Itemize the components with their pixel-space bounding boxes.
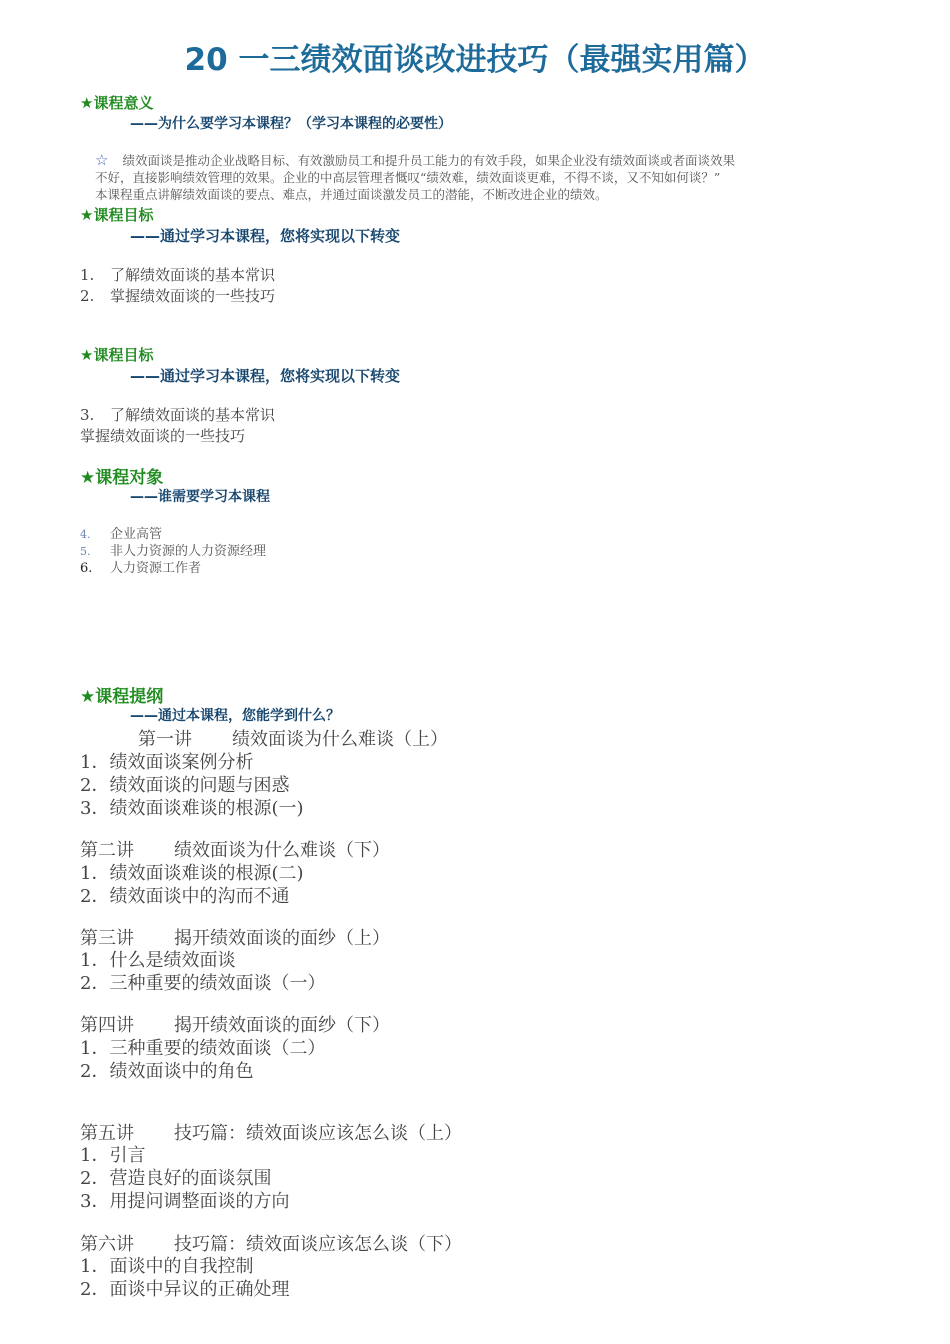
- text-line: 掌握绩效面谈的一些技巧: [80, 427, 246, 445]
- section-sub-audience: ——谁需要学习本课程: [130, 489, 270, 505]
- list-item: 5. 非人力资源的人力资源经理: [80, 544, 267, 559]
- list-item: 2. 掌握绩效面谈的一些技巧: [80, 287, 276, 305]
- meaning-line-1: ☆ 绩效面谈是推动企业战略目标、有效激励员工和提升员工能力的有效手段，如果企业没有绩效面谈或者面谈效果: [95, 151, 735, 169]
- section-heading-goal-repeat: ★课程目标: [80, 346, 154, 364]
- lecture-item: 2．绩效面谈的问题与困惑: [80, 775, 290, 796]
- star-outline-icon: ☆: [95, 151, 109, 169]
- lecture-item: 2．营造良好的面谈氛围: [80, 1168, 272, 1189]
- lecture-item: 2．绩效面谈中的角色: [80, 1061, 254, 1082]
- section-sub-goal-repeat: ——通过学习本课程，您将实现以下转变: [130, 367, 401, 385]
- lecture-title: 第二讲 绩效面谈为什么难谈（下）: [80, 840, 390, 861]
- lecture-item: 2．三种重要的绩效面谈（一）: [80, 973, 326, 994]
- meaning-paragraph: [95, 152, 735, 203]
- lecture-item: 1．什么是绩效面谈: [80, 950, 236, 971]
- list-item: 6. 人力资源工作者: [80, 561, 202, 576]
- lecture-item: 3．用提问调整面谈的方向: [80, 1191, 290, 1212]
- lecture-item: 1．面谈中的自我控制: [80, 1256, 254, 1277]
- meaning-line-3: 本课程重点讲解绩效面谈的要点、难点，并通过面谈激发员工的潜能，不断改进企业的绩效。: [95, 187, 608, 202]
- section-heading-goal: ★课程目标: [80, 206, 154, 224]
- list-item: 1. 了解绩效面谈的基本常识: [80, 266, 276, 284]
- section-sub-meaning: ——为什么要学习本课程？（学习本课程的必要性）: [130, 116, 452, 132]
- lecture-title: 第三讲 揭开绩效面谈的面纱（上）: [80, 928, 390, 949]
- page-title: 20 一三绩效面谈改进技巧（最强实用篇）: [184, 42, 766, 78]
- lecture-item: 1．绩效面谈案例分析: [80, 752, 254, 773]
- list-item: 4. 企业高管: [80, 527, 163, 542]
- lecture-item: 2．面谈中异议的正确处理: [80, 1279, 290, 1300]
- lecture-title: 第一讲 绩效面谈为什么难谈（上）: [138, 729, 448, 750]
- section-heading-outline: ★课程提纲: [80, 687, 164, 707]
- section-sub-goal: ——通过学习本课程，您将实现以下转变: [130, 227, 401, 245]
- section-sub-outline: ——通过本课程，您能学到什么？: [130, 708, 340, 724]
- section-heading-audience: ★课程对象: [80, 468, 164, 488]
- lecture-title: 第五讲 技巧篇：绩效面谈应该怎么谈（上）: [80, 1123, 462, 1144]
- lecture-item: 2．绩效面谈中的沟而不通: [80, 886, 290, 907]
- lecture-item: 1．三种重要的绩效面谈（二）: [80, 1038, 326, 1059]
- section-heading-meaning: ★课程意义: [80, 94, 154, 112]
- lecture-item: 1．引言: [80, 1145, 146, 1166]
- lecture-title: 第六讲 技巧篇：绩效面谈应该怎么谈（下）: [80, 1234, 462, 1255]
- list-item: 3. 了解绩效面谈的基本常识: [80, 406, 276, 424]
- lecture-item: 3．绩效面谈难谈的根源(一): [80, 798, 304, 819]
- meaning-line-2: 不好，直接影响绩效管理的效果。企业的中高层管理者慨叹“绩效难，绩效面谈更难，不得不谈，又不知如何谈？”: [95, 170, 721, 185]
- lecture-title: 第四讲 揭开绩效面谈的面纱（下）: [80, 1015, 390, 1036]
- lecture-item: 1．绩效面谈难谈的根源(二): [80, 863, 304, 884]
